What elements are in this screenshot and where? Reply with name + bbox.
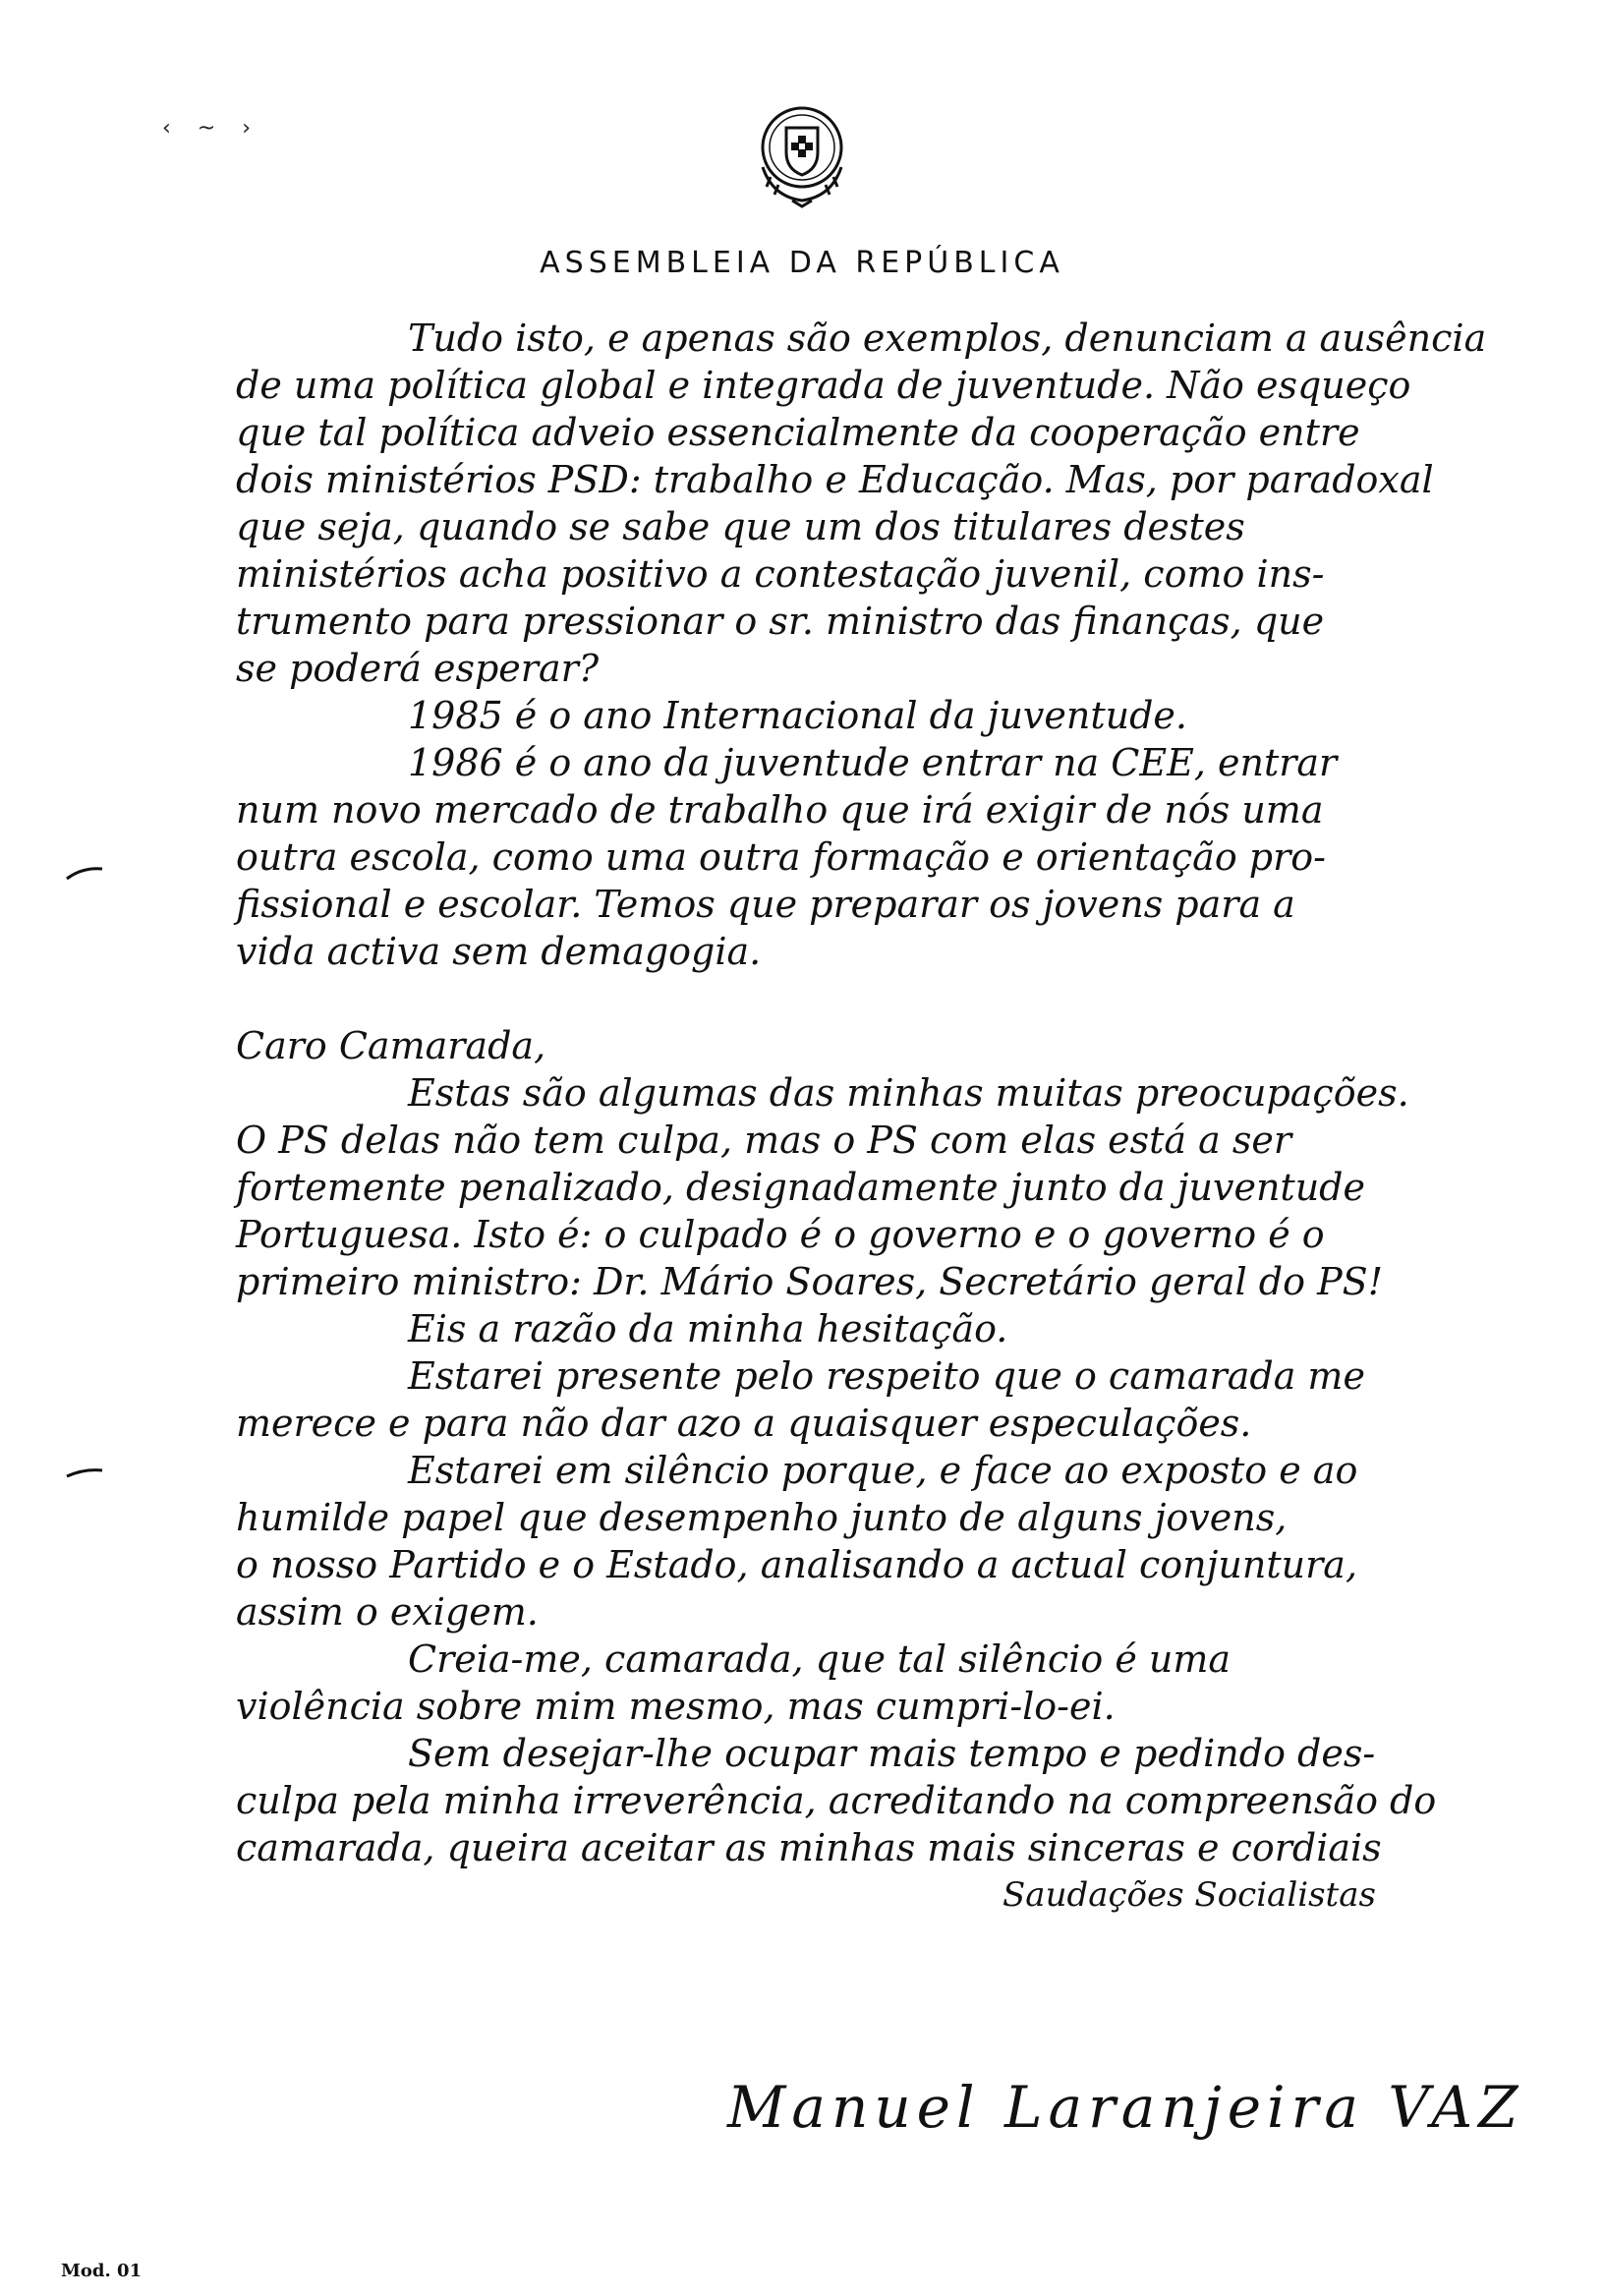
text-line: culpa pela minha irreverência, acreditando na compreensão do bbox=[236, 1779, 1437, 1822]
paragraph bbox=[236, 1730, 1543, 1871]
paragraph bbox=[236, 1352, 1543, 1447]
text-line: outra escola, como uma outra formação e orientação pro- bbox=[236, 835, 1326, 879]
text-line: Eis a razão da minha hesitação. bbox=[408, 1307, 1008, 1350]
page-title: ASSEMBLEIA DA REPÚBLICA bbox=[540, 246, 1064, 280]
text-line: o nosso Partido e o Estado, analisando a actual conjuntura, bbox=[236, 1543, 1358, 1586]
text-line: fissional e escolar. Temos que preparar os jovens para a bbox=[236, 883, 1295, 926]
margin-mark bbox=[65, 1463, 104, 1482]
text-line: Creia-me, camarada, que tal silêncio é uma bbox=[408, 1637, 1232, 1681]
text-line: que tal política adveio essencialmente da cooperação entre bbox=[236, 411, 1360, 454]
text-line: num novo mercado de trabalho que irá exigir de nós uma bbox=[236, 788, 1324, 832]
text-line: 1986 é o ano da juventude entrar na CEE, entrar bbox=[408, 741, 1338, 784]
signature: Manuel Laranjeira VAZ bbox=[727, 2074, 1524, 2141]
paragraph bbox=[236, 739, 1543, 975]
spacer bbox=[236, 975, 1543, 1022]
text-line: camarada, queira aceitar as minhas mais sinceras e cordiais bbox=[236, 1826, 1382, 1869]
paragraph bbox=[236, 1636, 1543, 1730]
paragraph bbox=[236, 1069, 1543, 1305]
paragraph bbox=[236, 1447, 1543, 1636]
text-line: que seja, quando se sabe que um dos titulares destes bbox=[236, 505, 1245, 548]
coat-of-arms-icon bbox=[753, 98, 851, 208]
text-line: trumento para pressionar o sr. ministro das finanças, que bbox=[236, 600, 1325, 643]
text-line: assim o exigem. bbox=[236, 1590, 539, 1634]
margin-mark bbox=[65, 863, 104, 883]
text-line: se poderá esperar? bbox=[236, 647, 600, 690]
paragraph bbox=[236, 1305, 1543, 1352]
text-line: 1985 é o ano Internacional da juventude. bbox=[408, 694, 1187, 737]
corner-marks: ‹ ~ › bbox=[162, 116, 261, 141]
text-line: Estarei em silêncio porque, e face ao exposto e ao bbox=[408, 1449, 1358, 1492]
text-line: dois ministérios PSD: trabalho e Educação. Mas, por paradoxal bbox=[236, 458, 1434, 501]
text-line: Sem desejar-lhe ocupar mais tempo e pedindo des- bbox=[408, 1732, 1376, 1775]
text-line: violência sobre mim mesmo, mas cumpri-lo-ei. bbox=[236, 1685, 1116, 1728]
closing-line: Saudações Socialistas bbox=[1002, 1875, 1376, 1915]
text-line: humilde papel que desempenho junto de alguns jovens, bbox=[236, 1496, 1288, 1539]
text-line: primeiro ministro: Dr. Mário Soares, Secretário geral do PS! bbox=[236, 1260, 1383, 1303]
text-line: vida activa sem demagogia. bbox=[236, 930, 762, 973]
text-line: de uma política global e integrada de juventude. Não esqueço bbox=[236, 364, 1411, 407]
text-line: Tudo isto, e apenas são exemplos, denunciam a ausência bbox=[408, 316, 1487, 360]
paragraph bbox=[236, 692, 1543, 739]
text-line: fortemente penalizado, designadamente junto da juventude bbox=[236, 1166, 1365, 1209]
text-line: ministérios acha positivo a contestação juvenil, como ins- bbox=[236, 552, 1325, 596]
text-line: Portuguesa. Isto é: o culpado é o governo e o governo é o bbox=[236, 1213, 1325, 1256]
text-line: merece e para não dar azo a quaisquer especulações. bbox=[236, 1402, 1252, 1445]
text-line: O PS delas não tem culpa, mas o PS com elas está a ser bbox=[236, 1119, 1292, 1162]
text-line: Estarei presente pelo respeito que o camarada me bbox=[408, 1354, 1365, 1398]
form-code: Mod. 01 bbox=[61, 2261, 143, 2281]
letter-body bbox=[236, 315, 1543, 1919]
salutation: Caro Camarada, bbox=[236, 1024, 546, 1067]
paragraph bbox=[236, 315, 1543, 692]
text-line: Estas são algumas das minhas muitas preocupações. bbox=[408, 1071, 1409, 1115]
